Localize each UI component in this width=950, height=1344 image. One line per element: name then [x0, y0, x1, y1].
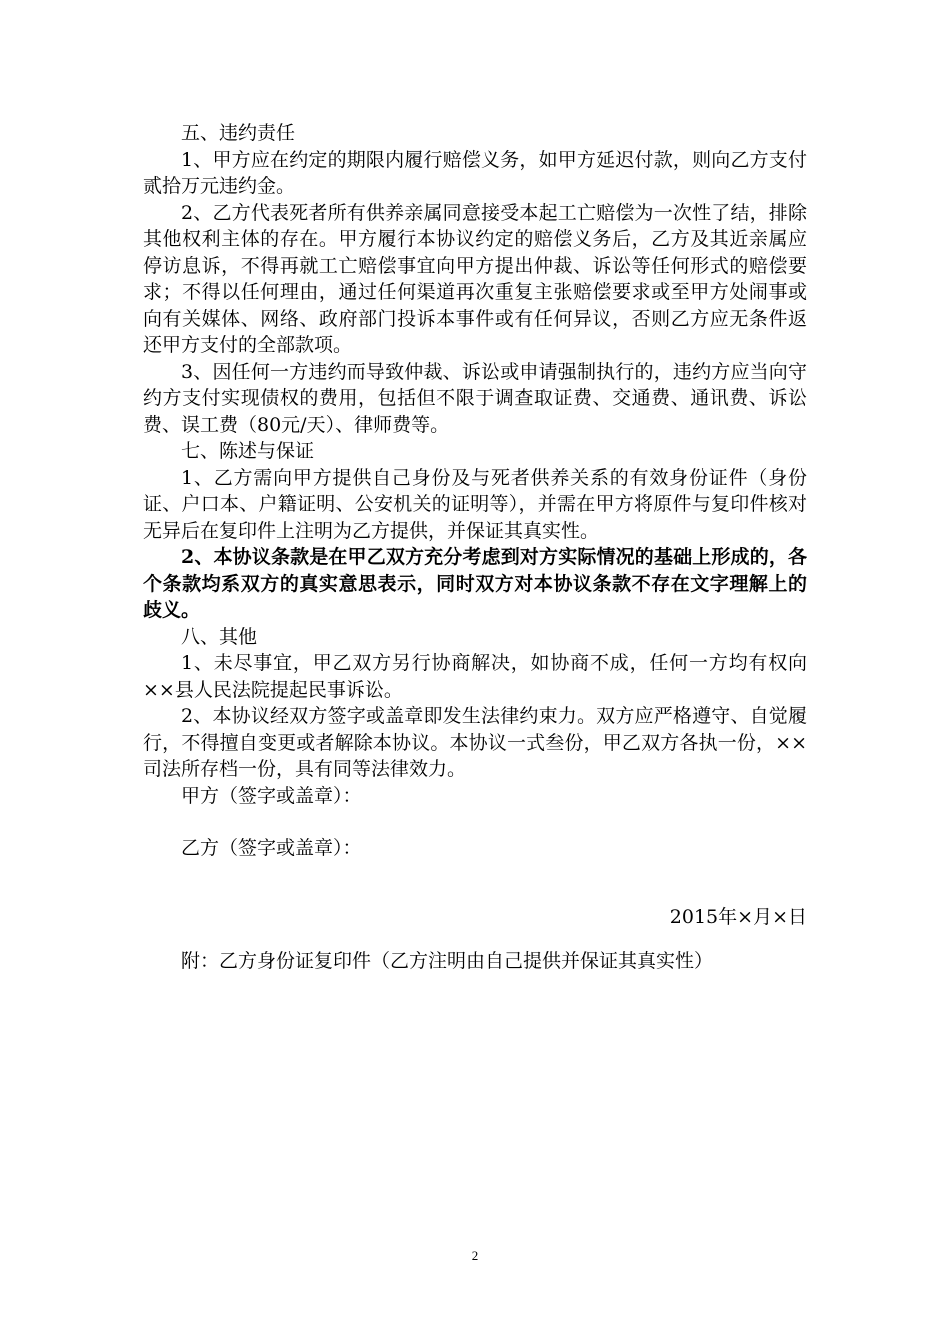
representation-clause-1: 1、乙方需向甲方提供自己身份及与死者供养关系的有效身份证件（身份证、户口本、户籍证明、公安机关的证明等），并需在甲方将原件与复印件核对无异后在复印件上注明为乙方提供，并保证其真实性。	[143, 466, 807, 542]
other-clause-1: 1、未尽事宜，甲乙双方另行协商解决，如协商不成，任何一方均有权向××县人民法院提起民事诉讼。	[143, 652, 807, 701]
breach-clause-1: 1、甲方应在约定的期限内履行赔偿义务，如甲方延迟付款，则向乙方支付贰拾万元违约金。	[143, 148, 807, 197]
breach-clause-3: 3、因任何一方违约而导致仲裁、诉讼或申请强制执行的，违约方应当向守约方支付实现债权的费用，包括但不限于调查取证费、交通费、通讯费、诉讼费、误工费（80元/天）、律师费等。	[143, 360, 807, 436]
attachment-note: 附：乙方身份证复印件（乙方注明由自己提供并保证其真实性）	[181, 950, 714, 972]
section-heading-other: 八、其他	[181, 625, 258, 648]
representation-clause-2: 2、本协议条款是在甲乙双方充分考虑到对方实际情况的基础上形成的，各个条款均系双方的真实意思表示，同时双方对本协议条款不存在文字理解上的歧义。	[143, 546, 807, 621]
section-heading-representations: 七、陈述与保证	[181, 440, 315, 462]
agreement-date: 2015年×月×日	[669, 905, 807, 928]
signature-gap	[143, 809, 807, 835]
party-b-signature-line: 乙方（签字或盖章）：	[181, 837, 362, 859]
section-heading-breach: 五、违约责任	[181, 122, 296, 144]
document-body	[143, 120, 807, 975]
page-number: 2	[471, 1248, 479, 1263]
other-clause-2: 2、本协议经双方签字或盖章即发生法律约束力。双方应严格遵守、自觉履行，不得擅自变更或者解除本协议。本协议一式叁份，甲乙双方各执一份，××司法所存档一份，具有同等法律效力。	[143, 705, 807, 780]
breach-clause-2: 2、乙方代表死者所有供养亲属同意接受本起工亡赔偿为一次性了结，排除其他权利主体的存在。甲方履行本协议约定的赔偿义务后，乙方及其近亲属应停访息诉，不得再就工亡赔偿事宜向甲方提出仲裁、诉讼等任何形式的赔偿要求；不得以任何理由，通过任何渠道再次重复主张赔偿要求或至甲方处闹事或向有关媒体、网络、政府部门投诉本事件或有任何异议，否则乙方应无条件返还甲方支付的全部款项。	[143, 201, 807, 356]
party-a-signature-line: 甲方（签字或盖章）：	[181, 784, 362, 807]
